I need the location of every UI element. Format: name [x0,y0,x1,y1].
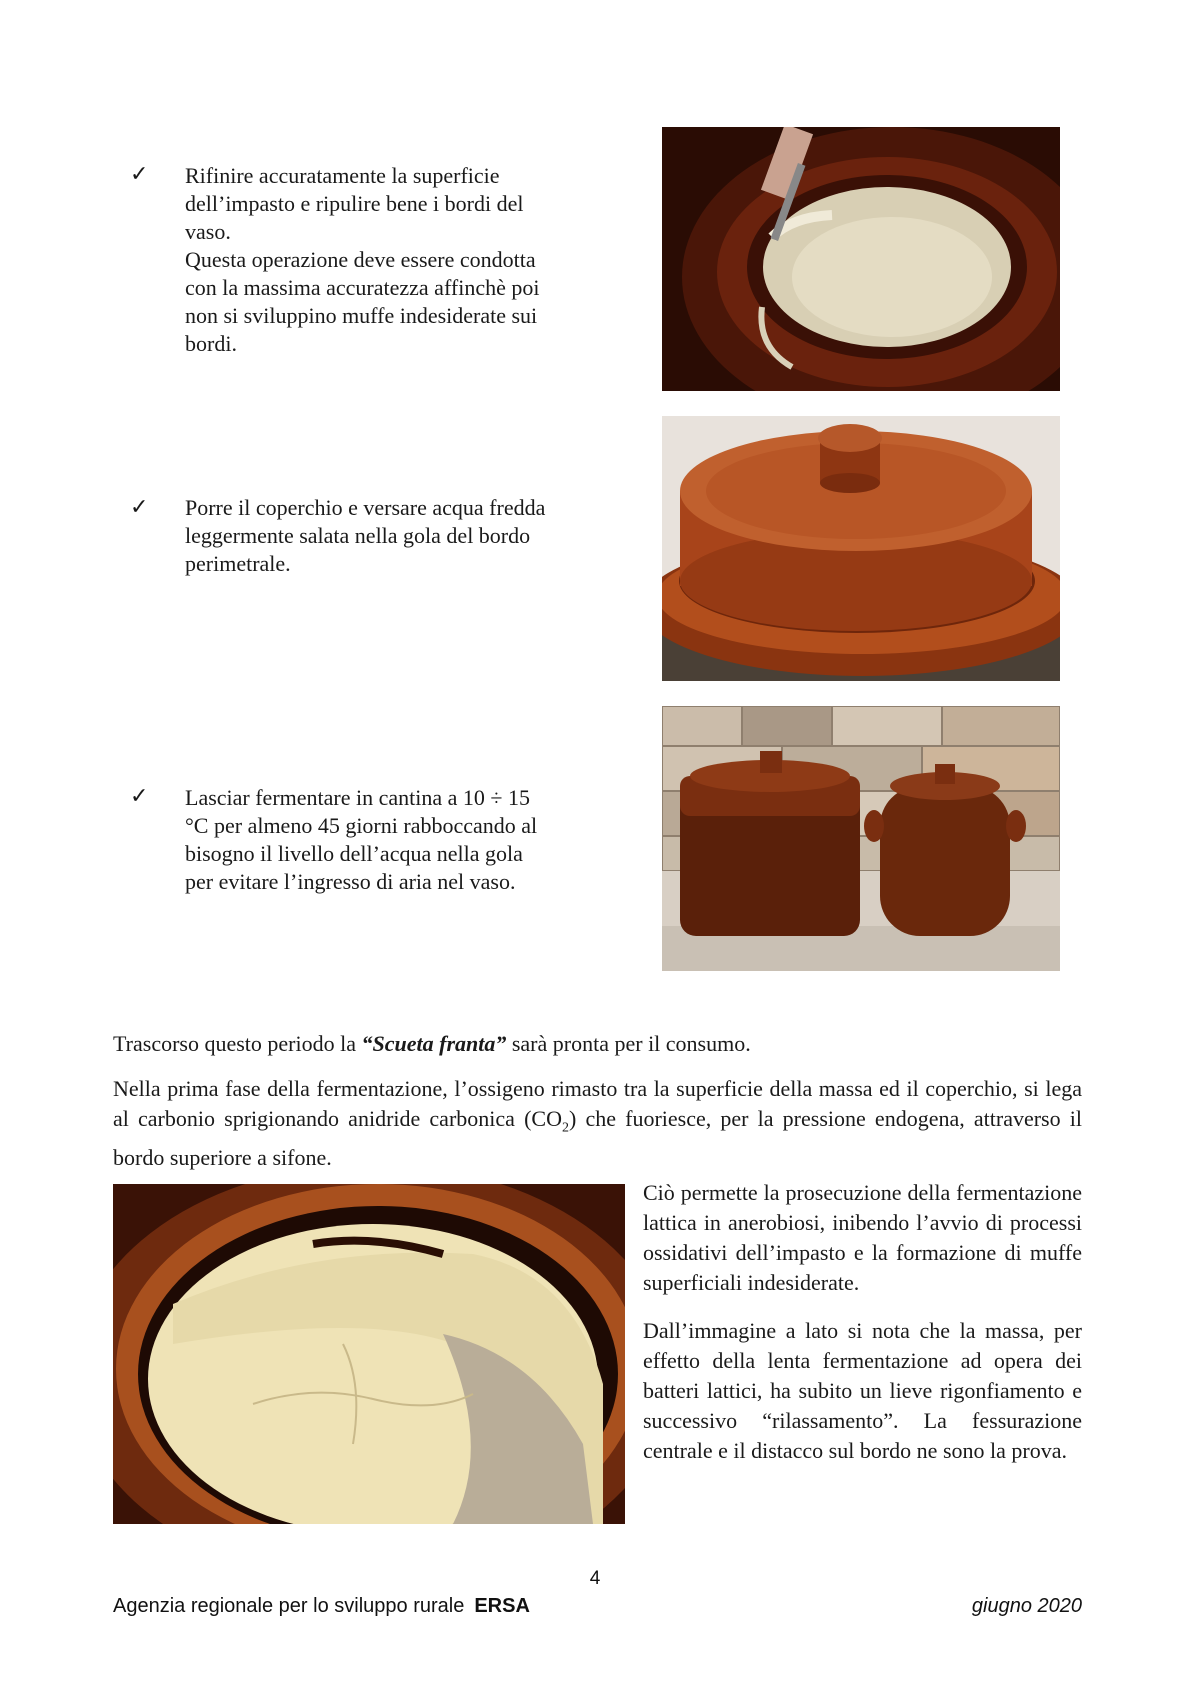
page-number: 4 [589,1568,601,1589]
photo-smoothing-surface [662,127,1060,391]
footer-agency-name: Agenzia regionale per lo sviluppo rurale [113,1595,465,1617]
photo-crocks-in-cellar [662,706,1060,971]
paragraph-fermentation-end: ) che fuoriesce, per la pressione endogena, attraverso il bordo superiore a sifone. [113,1106,1082,1171]
photo-fermented-mass [113,1184,625,1524]
step-1-line-7: bordi. [185,331,237,356]
side-paragraph-1: Ciò permette la prosecuzione della fermentazione lattica in anerobiosi, inibendo l’avvio di processi ossidativi dell’impasto e la formazione di muffe superficiali indesiderate. [643,1180,1082,1295]
step-1-line-4: Questa operazione deve essere condotta [185,247,536,272]
check-icon: ✓ [130,494,149,519]
footer-agency-short: ERSA [474,1595,530,1617]
step-3-line-3: bisogno il livello dell’acqua nella gola [185,841,523,866]
step-1-line-2: dell’impasto e ripulire bene i bordi del [185,191,524,216]
paragraph-fermentation [113,1074,1082,1173]
side-paragraph-2: Dall’immagine a lato si nota che la massa, per effetto della lenta fermentazione ad opera dei batteri lattici, ha subito un lieve rigonfiamento e successivo “rilassamento”. La fessurazione centrale e il distacco sul bordo ne sono la prova. [643,1318,1082,1463]
paragraph-ready-start: Trascorso questo periodo la [113,1031,362,1056]
step-3-line-1: Lasciar fermentare in cantina a 10 ÷ 15 [185,785,530,810]
step-2-text [185,494,585,578]
footer-agency [113,1595,530,1618]
step-1-line-3: vaso. [185,219,231,244]
co2-subscript: 2 [561,1120,569,1136]
step-2-line-2: leggermente salata nella gola del bordo [185,523,531,548]
paragraph-fermentation-start: Nella prima fase della fermentazione, l’ossigeno rimasto tra la superficie della massa ed il coperchio, si lega al carbonio sprigionando anidride carbonica (CO [113,1076,1082,1131]
footer-date: giugno 2020 [971,1595,1082,1617]
step-1-line-5: con la massima accuratezza affinchè poi [185,275,540,300]
step-1-line-1: Rifinire accuratamente la superficie [185,163,500,188]
step-3-line-4: per evitare l’ingresso di aria nel vaso. [185,869,516,894]
paragraph-ready [113,1029,1082,1059]
check-icon: ✓ [130,161,149,186]
step-3-line-2: °C per almeno 45 giorni rabboccando al [185,813,538,838]
step-2-line-1: Porre il coperchio e versare acqua fredda [185,495,546,520]
paragraph-ready-end: sarà pronta per il consumo. [506,1031,751,1056]
product-name: “Scueta franta” [361,1031,507,1056]
check-icon: ✓ [130,783,149,808]
step-1-text [185,162,585,358]
step-1-line-6: non si sviluppino muffe indesiderate sui [185,303,538,328]
step-2-line-3: perimetrale. [185,551,291,576]
step-3-text [185,784,585,896]
photo-jar-with-lid [662,416,1060,681]
